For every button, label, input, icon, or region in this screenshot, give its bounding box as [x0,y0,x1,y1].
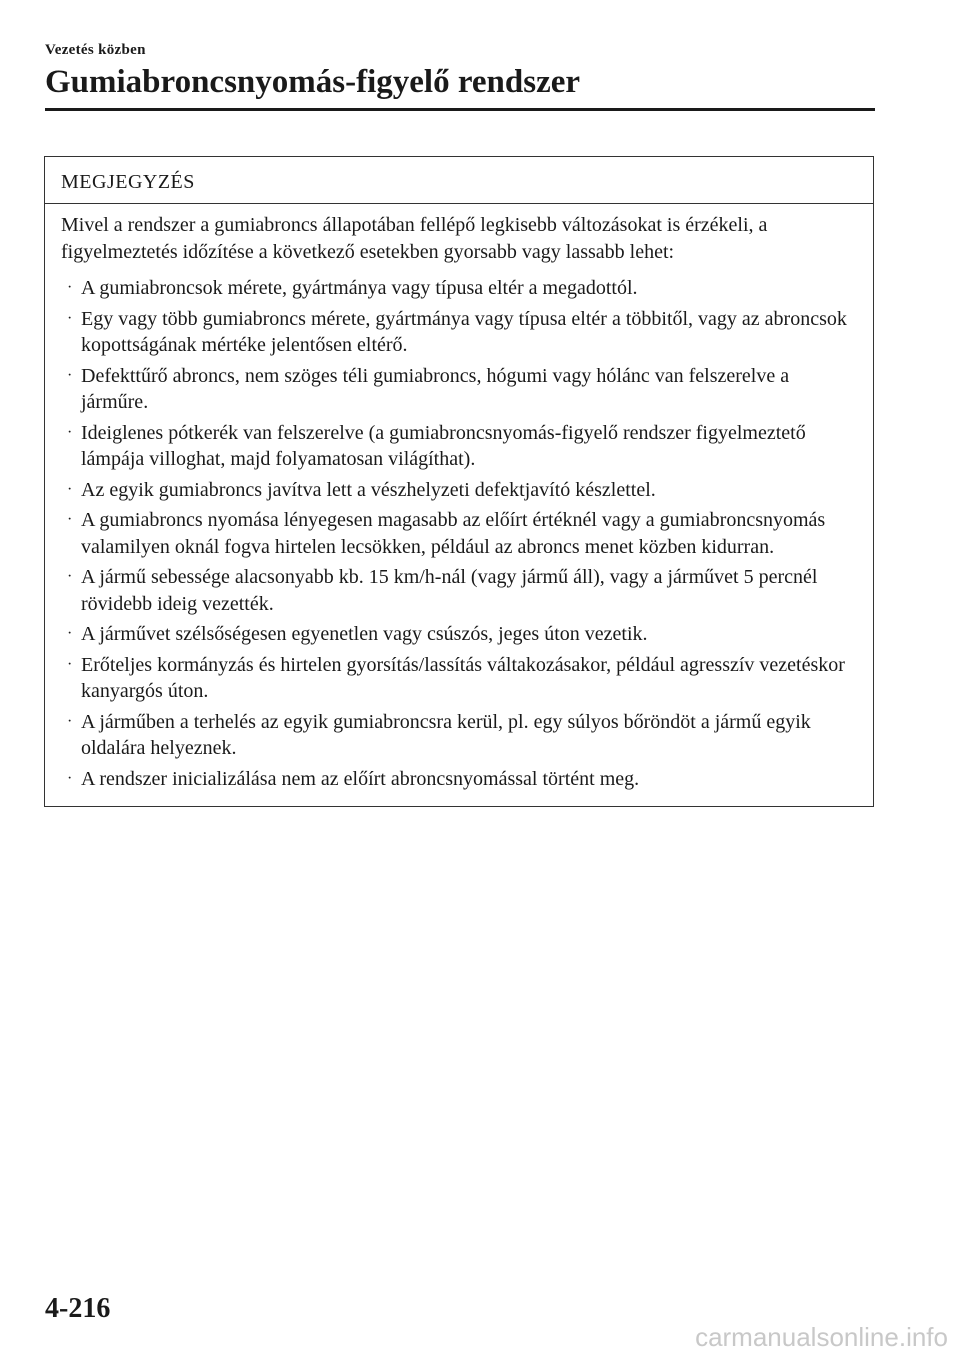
list-item [61,420,859,473]
list-item [61,306,859,359]
bullet-icon: · [67,568,73,585]
list-item-text: A jármű sebessége alacsonyabb kb. 15 km/h-nál (vagy jármű áll), vagy a járművet 5 percnél rövidebb ideig vezették. [81,566,818,615]
note-bullet-list [61,275,859,792]
list-item-text: Erőteljes kormányzás és hirtelen gyorsítás/lassítás váltakozásakor, például agresszív vezetéskor kanyargós úton. [81,653,845,702]
note-body [45,204,873,806]
list-item [61,564,859,617]
list-item [61,766,859,793]
list-item [61,363,859,416]
bullet-icon: · [67,309,73,327]
list-item-text: Egy vagy több gumiabroncs mérete, gyártmánya vagy típusa eltér a többitől, vagy az abroncsok kopottságának mértéke jelentősen eltérő. [81,307,847,356]
list-item-text: A járműben a terhelés az egyik gumiabroncsra kerül, pl. egy súlyos bőröndöt a jármű egyik oldalára helyeznek. [81,710,811,759]
bullet-icon: · [67,625,73,642]
list-item [61,709,859,762]
list-item-text: Ideiglenes pótkerék van felszerelve (a gumiabroncsnyomás-figyelő rendszer figyelmeztető lámpája villoghat, majd folyamatosan világíthat). [81,421,806,470]
note-intro: Mivel a rendszer a gumiabroncs állapotában fellépő legkisebb változásokat is érzékeli, a figyelmeztetés időzítése a következő esetekben gyorsabb vagy lassabb lehet: [61,214,768,263]
page-title: Gumiabroncsnyomás-figyelő rendszer [45,64,581,100]
bullet-icon: · [67,279,73,296]
bullet-icon: · [67,655,73,673]
bullet-icon: · [67,423,73,441]
list-item [61,477,859,504]
list-item [61,652,859,705]
note-box [44,156,874,807]
list-item [61,621,859,648]
bullet-icon: · [67,366,73,384]
section-label: Vezetés közben [45,42,146,58]
title-divider [45,108,875,111]
list-item-text: A rendszer inicializálása nem az előírt abroncsnyomással történt meg. [81,767,640,790]
list-item-text: A járművet szélsőségesen egyenetlen vagy csúszós, jeges úton vezetik. [81,623,648,645]
list-item-text: Defekttűrő abroncs, nem szöges téli gumiabroncs, hógumi vagy hólánc van felszerelve a járműre. [81,364,790,413]
bullet-icon: · [67,480,73,498]
bullet-icon: · [67,511,73,528]
page-number: 4-216 [45,1293,111,1324]
list-item [61,507,859,560]
list-item [61,275,859,302]
list-item-text: A gumiabroncsok mérete, gyártmánya vagy típusa eltér a megadottól. [81,277,638,299]
list-item-text: A gumiabroncs nyomása lényegesen magasabb az előírt értéknél vagy a gumiabroncsnyomás valamilyen oknál fogva hirtelen lecsökken, például az abroncs menet közben kidurran. [81,509,826,558]
note-heading: MEGJEGYZÉS [45,157,873,204]
list-item-text: Az egyik gumiabroncs javítva lett a vészhelyzeti defektjavító készlettel. [81,478,656,501]
bullet-icon: · [67,769,73,787]
bullet-icon: · [67,712,73,730]
watermark: carmanualsonline.info [695,1322,948,1352]
